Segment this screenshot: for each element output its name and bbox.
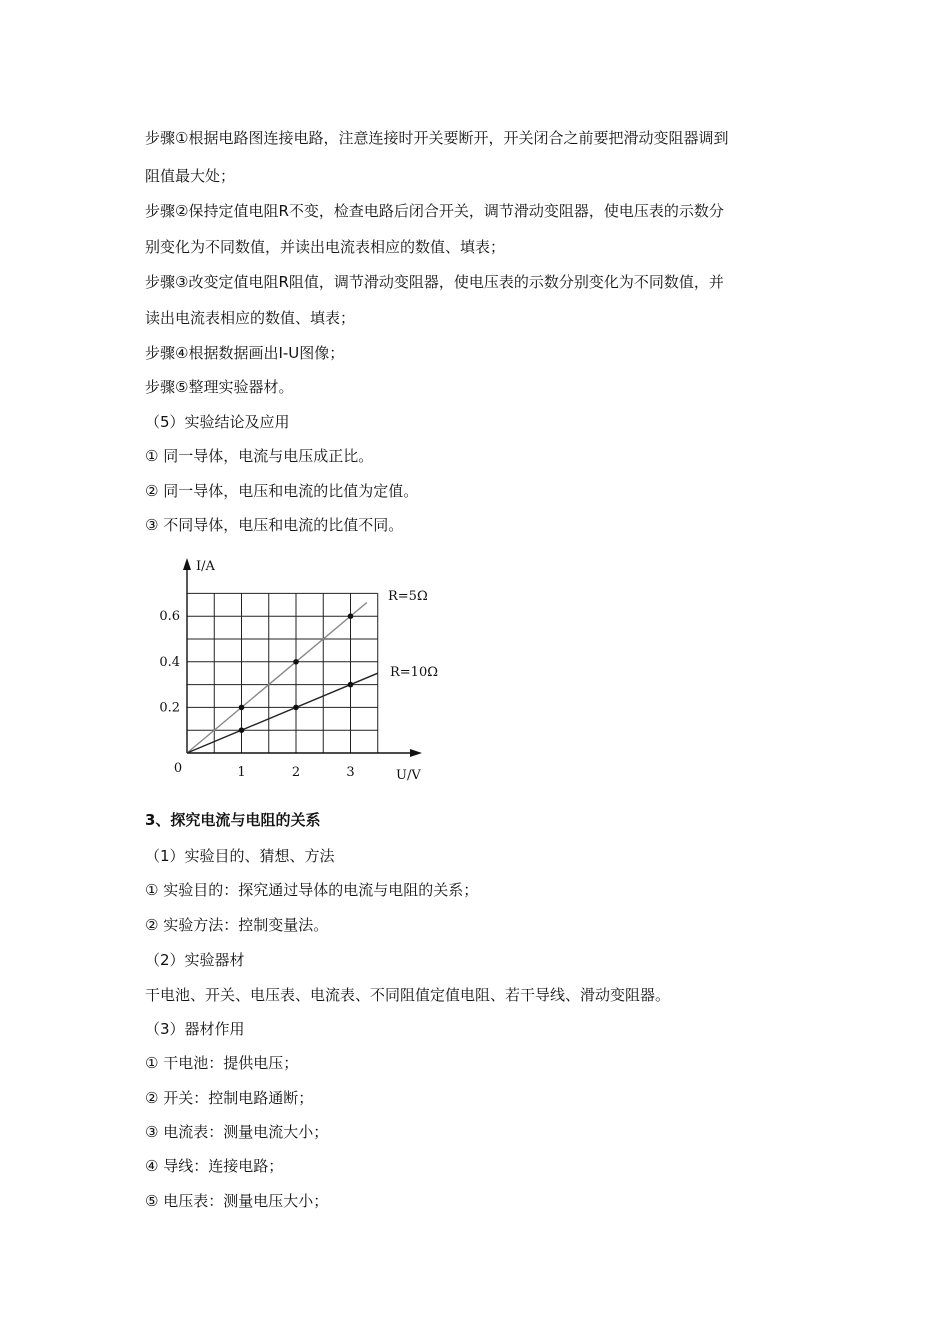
step-2-line-2: 别变化为不同数值，并读出电流表相应的数值、填表；: [145, 238, 506, 256]
origin-label: 0: [173, 761, 183, 776]
x-axis-arrow: [410, 749, 422, 757]
role-ammeter: ③ 电流表：测量电流大小；: [145, 1123, 329, 1141]
subheading-equipment-role: （3）器材作用: [145, 1020, 245, 1038]
role-battery: ① 干电池：提供电压；: [145, 1054, 299, 1072]
y-tick-label: 0.4: [159, 654, 180, 670]
data-point: [239, 705, 245, 711]
x-tick-label: 3: [346, 765, 355, 780]
section-title: 3、探究电流与电阻的关系: [145, 811, 321, 829]
step-5: 步骤⑤整理实验器材。: [145, 378, 294, 396]
y-tick-label: 0.6: [159, 609, 180, 625]
purpose-item-1: ① 实验目的：探究通过导体的电流与电阻的关系；: [145, 881, 479, 899]
subheading-equipment: （2）实验器材: [145, 951, 245, 969]
step-1-line-1: 步骤①根据电路图连接电路，注意连接时开关要断开，开关闭合之前要把滑动变阻器调到: [145, 129, 729, 147]
y-axis-arrow: [183, 558, 191, 570]
x-tick-label: 2: [291, 765, 301, 780]
subheading-conclusion: （5）实验结论及应用: [145, 413, 290, 431]
data-point: [293, 659, 299, 665]
iu-graph: [140, 548, 460, 798]
purpose-item-2: ② 实验方法：控制变量法。: [145, 916, 329, 934]
step-2-line-1: 步骤②保持定值电阻R不变，检查电路后闭合开关，调节滑动变阻器，使电压表的示数分: [145, 202, 724, 220]
conclusion-3: ③ 不同导体，电压和电流的比值不同。: [145, 516, 404, 534]
step-3-line-2: 读出电流表相应的数值、填表；: [145, 309, 356, 327]
series-label: R=5Ω: [388, 589, 428, 604]
data-point: [239, 727, 245, 733]
y-tick-label: 0.2: [159, 700, 180, 716]
step-4: 步骤④根据数据画出I-U图像；: [145, 344, 345, 362]
conclusion-1: ① 同一导体，电流与电压成正比。: [145, 447, 374, 465]
subheading-purpose: （1）实验目的、猜想、方法: [145, 847, 335, 865]
x-tick-label: 1: [237, 765, 246, 780]
role-switch: ② 开关：控制电路通断；: [145, 1089, 314, 1107]
data-point: [348, 613, 354, 619]
x-axis-label: U/V: [396, 768, 421, 783]
y-axis-label: I/A: [196, 559, 215, 574]
data-point: [293, 705, 299, 711]
conclusion-2: ② 同一导体，电压和电流的比值为定值。: [145, 482, 419, 500]
equipment-list: 干电池、开关、电压表、电流表、不同阻值定值电阻、若干导线、滑动变阻器。: [145, 986, 671, 1004]
step-3-line-1: 步骤③改变定值电阻R阻值，调节滑动变阻器，使电压表的示数分别变化为不同数值，并: [145, 273, 724, 291]
role-wire: ④ 导线：连接电路；: [145, 1157, 284, 1175]
data-point: [348, 682, 354, 688]
series-label: R=10Ω: [390, 665, 439, 680]
step-1-line-2: 阻值最大处；: [145, 167, 236, 185]
role-voltmeter: ⑤ 电压表：测量电压大小；: [145, 1192, 329, 1210]
